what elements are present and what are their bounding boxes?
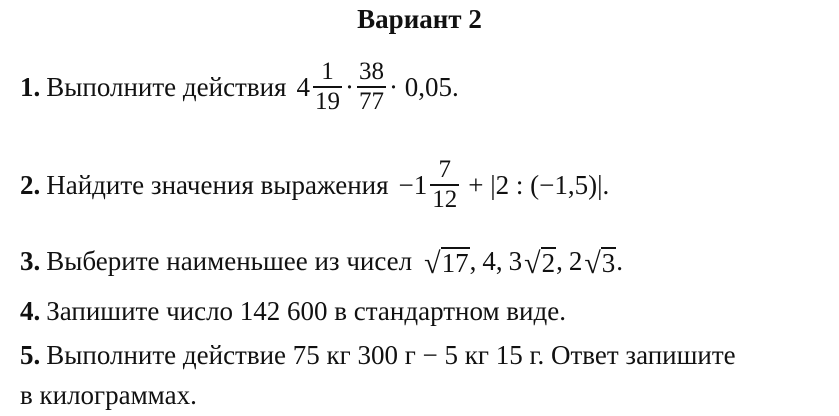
task-3-sqrt-3 [584, 246, 616, 280]
task-1-fraction-2-numerator: 38 [358, 58, 384, 85]
task-2-fraction-numerator: 7 [438, 156, 452, 183]
task-3-sqrt-17-value: 17 [441, 247, 469, 278]
task-2 [20, 156, 609, 214]
radical-sign-icon: √ [584, 246, 601, 280]
task-3-separator-1: , [469, 246, 477, 276]
task-4-text: Запишите число 142 600 в стандартном виде. [46, 296, 566, 326]
radical-sign-icon: √ [424, 246, 441, 280]
task-3-sqrt-2-value: 2 [541, 247, 556, 278]
task-2-lead: −1 [398, 169, 428, 200]
task-3-number-4: 4, [482, 246, 503, 276]
task-3-text: Выберите наименьшее из чисел [46, 246, 413, 276]
task-1-text: Выполните действия [46, 71, 287, 102]
task-4-number: 4. [20, 296, 41, 326]
task-2-text: Найдите значения выражения [46, 169, 389, 200]
task-2-fraction [430, 156, 459, 214]
task-3-sqrt-2 [524, 246, 556, 280]
task-3-coef-3: 3 [508, 246, 523, 276]
task-4 [20, 296, 566, 327]
task-1-fraction-1 [313, 58, 342, 116]
task-1-whole: 4 [296, 71, 310, 102]
task-1-fraction-2-denominator: 77 [358, 88, 384, 115]
task-2-fraction-denominator: 12 [432, 186, 458, 213]
task-1-multiply-dot: · [344, 71, 354, 102]
task-1 [20, 58, 459, 116]
task-5 [20, 340, 736, 371]
variant-title: Вариант 2 [357, 4, 482, 34]
task-3 [20, 246, 624, 280]
radical-sign-icon: √ [524, 246, 541, 280]
task-5-text-continued: в килограммах. [20, 380, 197, 410]
task-3-sqrt-3-value: 3 [601, 247, 616, 278]
task-3-sqrt-17 [424, 246, 469, 280]
task-1-fraction-1-denominator: 19 [314, 88, 340, 115]
task-3-number: 3. [20, 246, 41, 276]
task-3-coef-2: 2 [568, 246, 583, 276]
task-1-fraction-1-numerator: 1 [321, 58, 334, 85]
task-3-end: . [616, 246, 624, 276]
task-1-fraction-2 [357, 58, 386, 116]
task-1-tail: · 0,05. [388, 71, 459, 102]
task-5-text: Выполните действие 75 кг 300 г − 5 кг 15 г. Ответ запишите [46, 340, 736, 370]
task-1-number: 1. [20, 71, 41, 102]
task-5-number: 5. [20, 340, 41, 370]
task-5-continuation [20, 380, 197, 411]
task-2-number: 2. [20, 169, 41, 200]
task-3-separator-3: , [556, 246, 563, 276]
task-2-tail: + |2 : (−1,5)|. [468, 169, 610, 200]
